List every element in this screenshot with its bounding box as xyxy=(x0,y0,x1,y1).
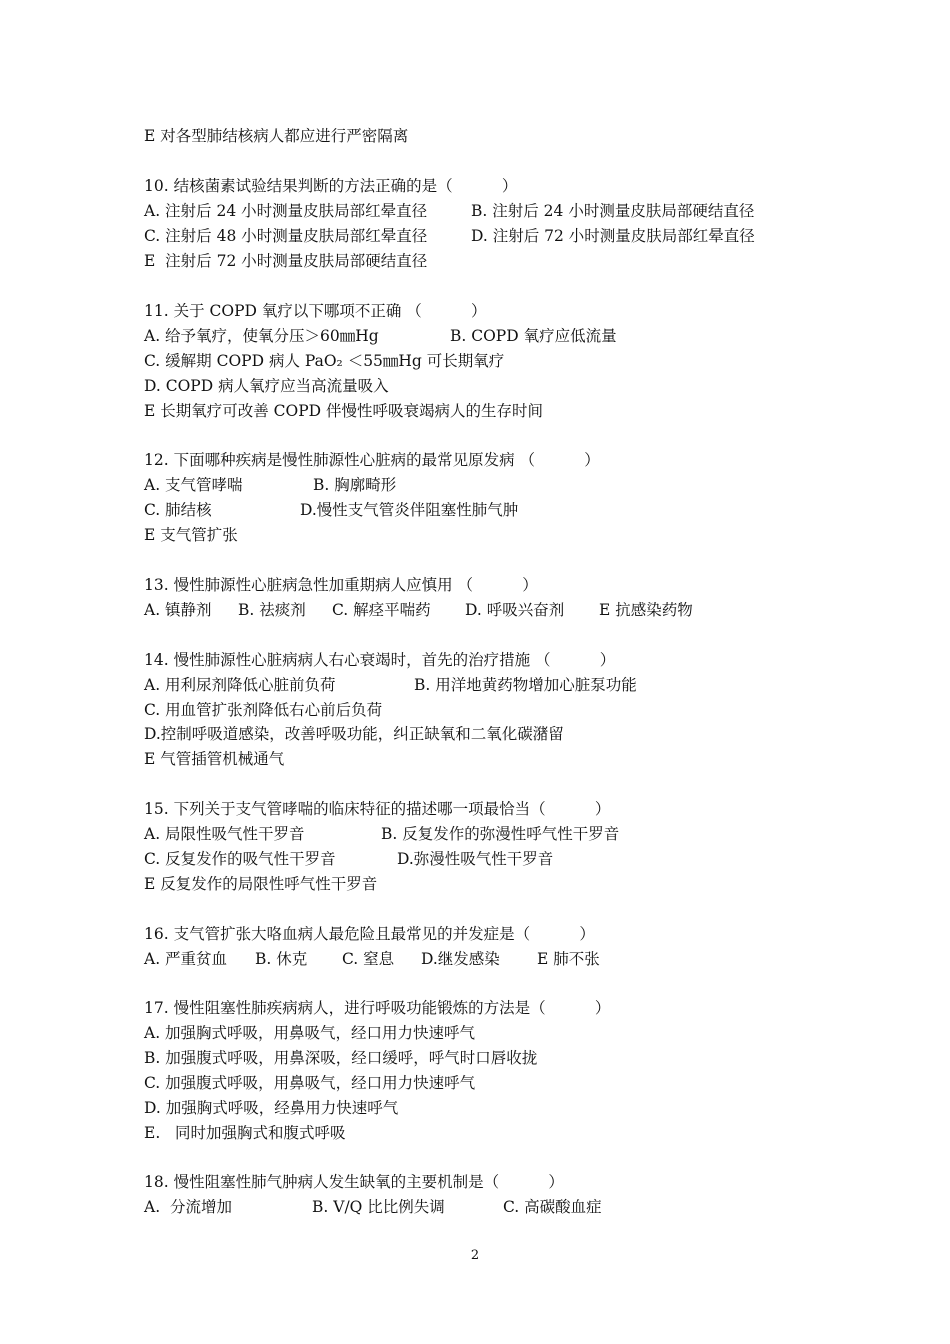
text-line: A. 加强胸式呼吸，用鼻吸气，经口用力快速呼气 xyxy=(144,1024,476,1042)
text-line: 15. 下列关于支气管哮喘的临床特征的描述哪一项最恰当（ ） xyxy=(144,800,611,818)
text-line: 14. 慢性肺源性心脏病病人右心衰竭时，首先的治疗措施 （ ） xyxy=(144,651,616,669)
option-text: B. 用洋地黄药物增加心脏泵功能 xyxy=(414,676,637,694)
text-line: A. 支气管哮喘 xyxy=(144,476,243,494)
text-line: E. 同时加强胸式和腹式呼吸 xyxy=(144,1124,346,1142)
option-text: B. 注射后 24 小时测量皮肤局部硬结直径 xyxy=(471,202,755,220)
text-line: E 支气管扩张 xyxy=(144,526,238,544)
option-text: B. COPD 氧疗应低流量 xyxy=(450,327,617,345)
option-text: C. 窒息 xyxy=(342,950,395,968)
text-line: E 注射后 72 小时测量皮肤局部硬结直径 xyxy=(144,252,428,270)
text-line: B. 加强腹式呼吸，用鼻深吸，经口缓呼，呼气时口唇收拢 xyxy=(144,1049,538,1067)
text-line: A. 局限性吸气性干罗音 xyxy=(144,825,305,843)
text-line: D. COPD 病人氧疗应当高流量吸入 xyxy=(144,377,389,395)
option-text: B. 反复发作的弥漫性呼气性干罗音 xyxy=(381,825,620,843)
text-line: D. 加强胸式呼吸，经鼻用力快速呼气 xyxy=(144,1099,399,1117)
text-line: A. 严重贫血 xyxy=(144,950,228,968)
option-text: B. V/Q 比比例失调 xyxy=(312,1198,445,1216)
text-line: C. 缓解期 COPD 病人 PaO₂ ＜55㎜Hg 可长期氧疗 xyxy=(144,352,505,370)
option-text: D.弥漫性吸气性干罗音 xyxy=(397,850,554,868)
option-text: C. 高碳酸血症 xyxy=(503,1198,602,1216)
option-text: D.继发感染 xyxy=(421,950,500,968)
option-text: B. 胸廓畸形 xyxy=(313,476,397,494)
text-line: A. 镇静剂 xyxy=(144,601,212,619)
text-line: 16. 支气管扩张大咯血病人最危险且最常见的并发症是（ ） xyxy=(144,925,595,943)
option-text: E 抗感染药物 xyxy=(599,601,693,619)
text-line: E 对各型肺结核病人都应进行严密隔离 xyxy=(144,127,409,145)
option-text: D. 呼吸兴奋剂 xyxy=(465,601,565,619)
text-line: C. 肺结核 xyxy=(144,501,212,519)
text-line: E 长期氧疗可改善 COPD 伴慢性呼吸衰竭病人的生存时间 xyxy=(144,402,544,420)
option-text: B. 休克 xyxy=(255,950,308,968)
text-line: 17. 慢性阻塞性肺疾病病人，进行呼吸功能锻炼的方法是（ ） xyxy=(144,999,611,1017)
text-line: D.控制呼吸道感染，改善呼吸功能，纠正缺氧和二氧化碳潴留 xyxy=(144,725,564,743)
text-line: C. 反复发作的吸气性干罗音 xyxy=(144,850,336,868)
text-line: A. 给予氧疗，使氧分压＞60㎜Hg xyxy=(144,327,379,345)
text-line: 10. 结核菌素试验结果判断的方法正确的是（ ） xyxy=(144,177,518,195)
text-line: A. 用利尿剂降低心脏前负荷 xyxy=(144,676,336,694)
option-text: E 肺不张 xyxy=(537,950,600,968)
option-text: C. 解痉平喘药 xyxy=(332,601,431,619)
text-line: C. 用血管扩张剂降低右心前后负荷 xyxy=(144,701,383,719)
text-line: 13. 慢性肺源性心脏病急性加重期病人应慎用 （ ） xyxy=(144,576,538,594)
option-text: D. 注射后 72 小时测量皮肤局部红晕直径 xyxy=(471,227,755,245)
text-line: 11. 关于 COPD 氧疗以下哪项不正确 （ ） xyxy=(144,302,487,320)
option-text: B. 祛痰剂 xyxy=(238,601,306,619)
text-line: 18. 慢性阻塞性肺气肿病人发生缺氧的主要机制是（ ） xyxy=(144,1173,564,1191)
text-line: E 气管插管机械通气 xyxy=(144,750,285,768)
text-line: C. 注射后 48 小时测量皮肤局部红晕直径 xyxy=(144,227,428,245)
text-line: 12. 下面哪种疾病是慢性肺源性心脏病的最常见原发病 （ ） xyxy=(144,451,600,469)
text-line: A. 分流增加 xyxy=(144,1198,232,1216)
page-number: 2 xyxy=(470,1248,480,1263)
text-line: A. 注射后 24 小时测量皮肤局部红晕直径 xyxy=(144,202,428,220)
text-line: E 反复发作的局限性呼气性干罗音 xyxy=(144,875,378,893)
option-text: D.慢性支气管炎伴阻塞性肺气肿 xyxy=(300,501,519,519)
text-line: C. 加强腹式呼吸，用鼻吸气，经口用力快速呼气 xyxy=(144,1074,476,1092)
